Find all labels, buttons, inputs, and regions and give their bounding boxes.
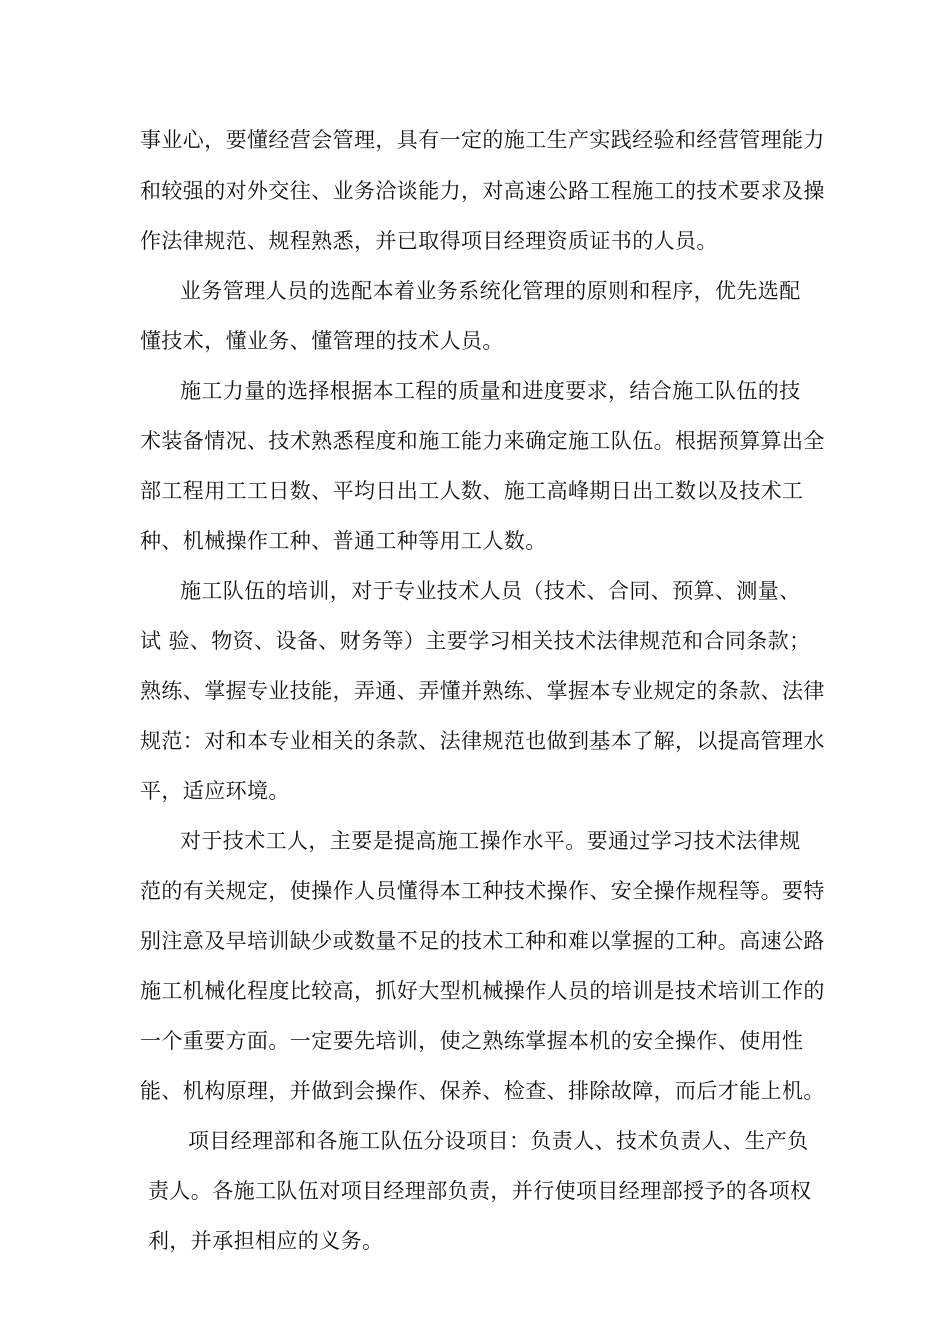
paragraph-1-line-1: 事业心，要懂经营会管理，具有一定的施工生产实践经验和经营管理能力 (140, 128, 825, 152)
paragraph-5-line-3: 别注意及早培训缺少或数量不足的技术工种和难以掌握的工种。高速公路 (140, 929, 825, 953)
paragraph-2-line-2: 懂技术，懂业务、懂管理的技术人员。 (140, 329, 504, 353)
paragraph-6-line-2: 责人。各施工队伍对项目经理部负责，并行使项目经理部授予的各项权 (148, 1179, 812, 1203)
paragraph-6-line-1: 项目经理部和各施工队伍分设项目：负责人、技术负责人、生产负 (188, 1129, 809, 1153)
paragraph-4-line-1: 施工队伍的培训，对于专业技术人员（技术、合同、预算、测量、 (180, 579, 801, 603)
paragraph-6-line-3: 利，并承担相应的义务。 (148, 1229, 384, 1253)
paragraph-1-line-2: 和较强的对外交往、业务洽谈能力，对高速公路工程施工的技术要求及操 (140, 179, 825, 203)
paragraph-4-line-5: 平，适应环境。 (140, 779, 290, 803)
paragraph-4-line-4: 规范：对和本专业相关的条款、法律规范也做到基本了解，以提高管理水 (140, 729, 825, 753)
paragraph-5-line-6: 能、机构原理，并做到会操作、保养、检查、排除故障，而后才能上机。 (140, 1079, 825, 1103)
paragraph-3-line-3: 部工程用工工日数、平均日出工人数、施工高峰期日出工数以及技术工 (140, 479, 804, 503)
paragraph-3-line-1: 施工力量的选择根据本工程的质量和进度要求，结合施工队伍的技 (180, 379, 801, 403)
paragraph-1-line-3: 作法律规范、规程熟悉，并已取得项目经理资质证书的人员。 (140, 229, 718, 253)
paragraph-3-line-4: 种、机械操作工种、普通工种等用工人数。 (140, 529, 547, 553)
paragraph-3-line-2: 术装备情况、技术熟悉程度和施工能力来确定施工队伍。根据预算算出全 (140, 429, 825, 453)
paragraph-5-line-5: 一个重要方面。一定要先培训，使之熟练掌握本机的安全操作、使用性 (140, 1029, 804, 1053)
paragraph-5-line-1: 对于技术工人，主要是提高施工操作水平。要通过学习技术法律规 (180, 829, 801, 853)
paragraph-5-line-4: 施工机械化程度比较高，抓好大型机械操作人员的培训是技术培训工作的 (140, 979, 825, 1003)
paragraph-5-line-2: 范的有关规定，使操作人员懂得本工种技术操作、安全操作规程等。要特 (140, 879, 825, 903)
paragraph-4-line-2: 试 验、物资、设备、财务等）主要学习相关技术法律规范和合同条款； (140, 629, 811, 653)
paragraph-2-line-1: 业务管理人员的选配本着业务系统化管理的原则和程序，优先选配 (180, 279, 801, 303)
paragraph-4-line-3: 熟练、掌握专业技能，弄通、弄懂并熟练、掌握本专业规定的条款、法律 (140, 679, 825, 703)
